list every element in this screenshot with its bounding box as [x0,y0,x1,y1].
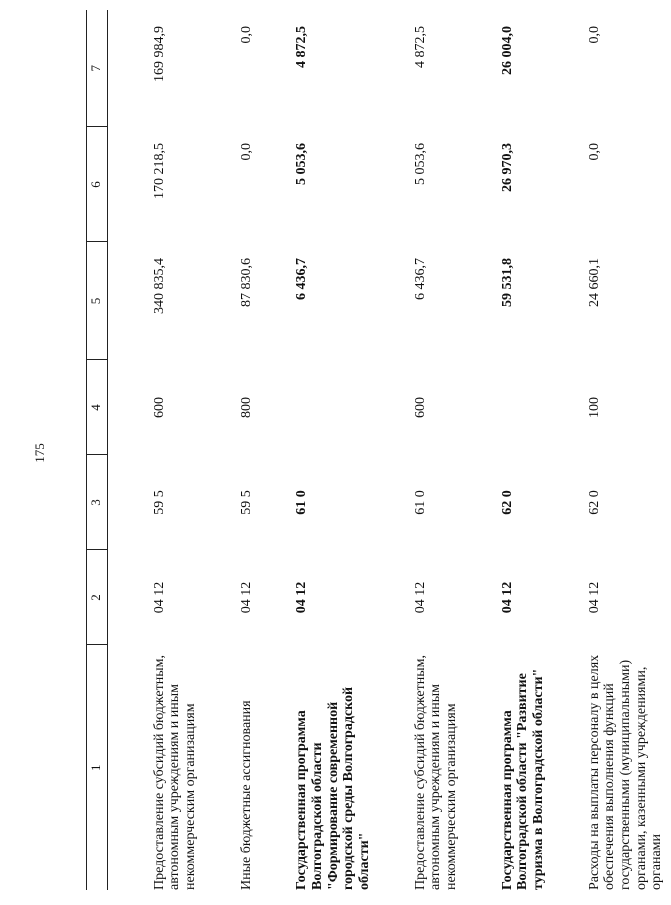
target-article-cell: 59 5 [238,490,254,515]
table-row [553,10,671,890]
column-header: 7 [87,10,108,127]
row-name-cell: Иные бюджетные ассигнования [238,700,254,890]
section-code-cell: 04 12 [412,581,428,614]
row-name-cell: Предоставление субсидий бюджетным, автономным учреждениям и иным некоммерческим организациям [151,654,198,890]
section-code-cell: 04 12 [586,581,602,614]
expense-type-cell: 600 [412,397,428,418]
amount-cell: 6 436,7 [294,258,310,300]
amount-cell: 0,0 [586,26,602,44]
amount-cell: 6 436,7 [412,258,428,300]
amount-cell: 24 660,1 [586,258,602,307]
table-row [107,10,205,890]
expense-type-cell: 600 [151,397,167,418]
amount-cell: 4 872,5 [294,26,310,68]
amount-cell: 0,0 [238,143,254,161]
amount-cell: 0,0 [238,26,254,44]
table-header-row [87,10,108,890]
amount-cell: 340 835,4 [151,258,167,314]
amount-cell: 59 531,8 [499,258,515,307]
column-header: 3 [87,455,108,550]
target-article-cell: 62 0 [499,490,515,515]
amount-cell: 87 830,6 [238,258,254,307]
page-number: 175 [32,443,47,463]
row-name-cell: Государственная программа Волгоградской области "Формирование современной городской среды Волгоградской области" [294,686,372,890]
section-code-cell: 04 12 [294,581,310,614]
row-name-cell: Расходы на выплаты персоналу в целях обеспечения выполнения функций государственными (муниципальными) органами, казенными учреждениями, органами [586,654,665,890]
target-article-cell: 62 0 [586,490,602,515]
section-code-cell: 04 12 [499,581,515,614]
amount-cell: 0,0 [586,143,602,161]
expense-type-cell [260,360,378,455]
amount-cell: 5 053,6 [294,143,310,185]
amount-cell: 5 053,6 [412,143,428,185]
column-header: 2 [87,550,108,645]
table-row [379,10,466,890]
column-header: 4 [87,360,108,455]
amount-cell: 4 872,5 [412,26,428,68]
amount-cell: 170 218,5 [151,143,167,199]
expense-type-cell [466,360,553,455]
table-row [205,10,261,890]
budget-table-container [86,10,665,890]
target-article-cell: 61 0 [412,490,428,515]
target-article-cell: 61 0 [294,490,310,515]
table-row [466,10,553,890]
amount-cell: 26 004,0 [499,26,515,75]
budget-table [86,10,671,890]
row-name-cell: Предоставление субсидий бюджетным, автономным учреждениям и иным некоммерческим организациям [412,654,459,890]
amount-cell: 26 970,3 [499,143,515,192]
expense-type-cell: 100 [586,397,602,418]
row-name-cell: Государственная программа Волгоградской области "Развитие туризма в Волгоградской области" [499,668,546,890]
section-code-cell: 04 12 [238,581,254,614]
target-article-cell: 59 5 [151,490,167,515]
amount-cell: 169 984,9 [151,26,167,82]
expense-type-cell: 800 [238,397,254,418]
section-code-cell: 04 12 [151,581,167,614]
column-header: 1 [87,645,108,890]
table-row [260,10,378,890]
column-header: 6 [87,127,108,242]
column-header: 5 [87,242,108,360]
